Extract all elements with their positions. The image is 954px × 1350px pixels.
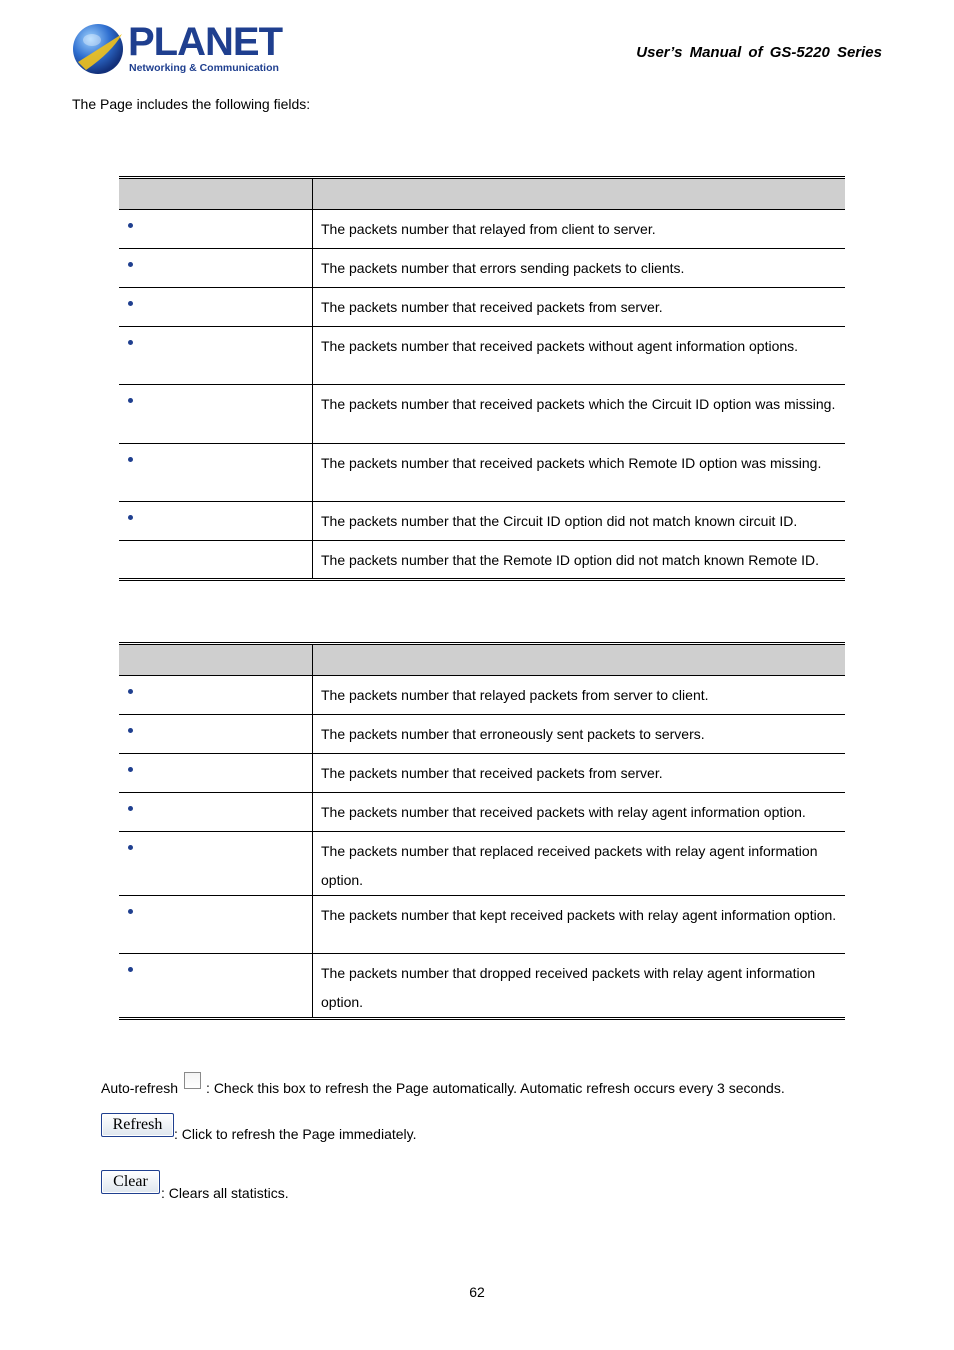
bullet-icon: [128, 223, 133, 228]
description-cell: The packets number that erroneously sent packets to servers.: [313, 715, 846, 754]
clear-description: : Clears all statistics.: [161, 1185, 289, 1201]
table-header-row: [119, 644, 845, 676]
table-row: [119, 249, 845, 288]
table-row: [119, 832, 845, 896]
object-cell: [119, 676, 313, 715]
refresh-button[interactable]: Refresh: [101, 1113, 174, 1137]
description-cell: The packets number that replaced received packets with relay agent information option.: [313, 832, 846, 896]
description-cell: The packets number that received packets with relay agent information option.: [313, 793, 846, 832]
planet-logo: [72, 20, 282, 78]
description-cell: The packets number that the Remote ID option did not match known Remote ID.: [313, 541, 846, 580]
autorefresh-description: : Check this box to refresh the Page automatically. Automatic refresh occurs every 3 seconds.: [206, 1080, 785, 1096]
object-cell: [119, 210, 313, 249]
object-cell: [119, 793, 313, 832]
table-row: [119, 502, 845, 541]
bullet-icon: [128, 909, 133, 914]
relay-statistics-table-1: [119, 176, 845, 581]
table-header-row: [119, 178, 845, 210]
bullet-icon: [128, 845, 133, 850]
table-row: [119, 754, 845, 793]
autorefresh-label: Auto-refresh: [101, 1080, 179, 1096]
object-cell: [119, 385, 313, 444]
globe-logo-icon: [72, 22, 128, 78]
description-cell: The packets number that the Circuit ID option did not match known circuit ID.: [313, 502, 846, 541]
object-cell: [119, 754, 313, 793]
bullet-icon: [128, 457, 133, 462]
table-row: [119, 444, 845, 502]
table-row: [119, 327, 845, 385]
object-cell: [119, 327, 313, 385]
intro-text: The Page includes the following fields:: [72, 96, 311, 112]
table-row: [119, 541, 845, 580]
table-row: [119, 793, 845, 832]
page-number: 62: [469, 1284, 485, 1300]
bullet-icon: [128, 728, 133, 733]
object-cell: [119, 896, 313, 954]
bullet-icon: [128, 767, 133, 772]
manual-title: User’s Manual of GS-5220 Series: [636, 44, 882, 61]
description-cell: The packets number that received packets which the Circuit ID option was missing.: [313, 385, 846, 444]
table-row: [119, 715, 845, 754]
logo-tagline: Networking & Communication: [129, 62, 279, 74]
description-cell: The packets number that kept received packets with relay agent information option.: [313, 896, 846, 954]
bullet-icon: [128, 340, 133, 345]
description-header: [313, 644, 846, 676]
table-row: [119, 288, 845, 327]
description-cell: The packets number that received packets without agent information options.: [313, 327, 846, 385]
bullet-icon: [128, 689, 133, 694]
description-cell: The packets number that relayed from client to server.: [313, 210, 846, 249]
bullet-icon: [128, 262, 133, 267]
description-cell: The packets number that dropped received packets with relay agent information option.: [313, 954, 846, 1019]
object-cell: [119, 541, 313, 580]
bullet-icon: [128, 515, 133, 520]
object-header: [119, 644, 313, 676]
autorefresh-checkbox[interactable]: [184, 1072, 201, 1089]
object-header: [119, 178, 313, 210]
object-cell: [119, 954, 313, 1019]
bullet-icon: [128, 806, 133, 811]
description-cell: The packets number that received packets which Remote ID option was missing.: [313, 444, 846, 502]
relay-statistics-table-2: [119, 642, 845, 1020]
bullet-icon: [128, 301, 133, 306]
description-cell: The packets number that relayed packets from server to client.: [313, 676, 846, 715]
object-cell: [119, 832, 313, 896]
refresh-description: : Click to refresh the Page immediately.: [174, 1126, 417, 1142]
description-header: [313, 178, 846, 210]
table-row: [119, 676, 845, 715]
object-cell: [119, 249, 313, 288]
table-row: [119, 385, 845, 444]
description-cell: The packets number that errors sending packets to clients.: [313, 249, 846, 288]
logo-wordmark: PLANET: [128, 20, 282, 64]
description-cell: The packets number that received packets from server.: [313, 754, 846, 793]
bullet-icon: [128, 398, 133, 403]
table-row: [119, 954, 845, 1019]
bullet-icon: [128, 967, 133, 972]
table-row: [119, 896, 845, 954]
table-row: [119, 210, 845, 249]
clear-button[interactable]: Clear: [101, 1170, 160, 1194]
object-cell: [119, 502, 313, 541]
object-cell: [119, 715, 313, 754]
object-cell: [119, 444, 313, 502]
object-cell: [119, 288, 313, 327]
description-cell: The packets number that received packets from server.: [313, 288, 846, 327]
autorefresh-line: [101, 1078, 785, 1096]
